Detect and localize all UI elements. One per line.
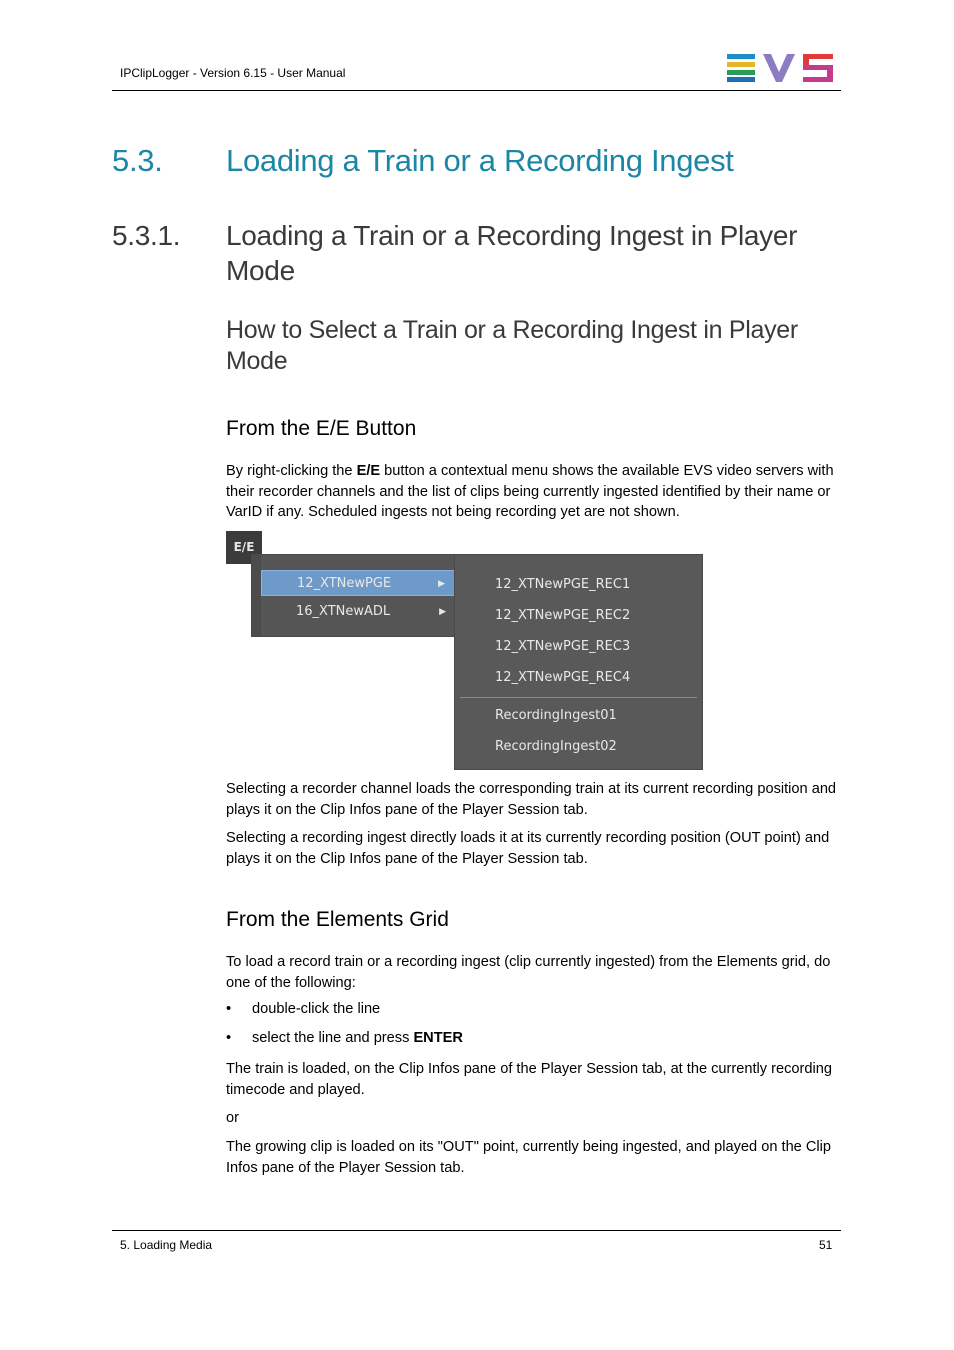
submenu-arrow-icon: ▶ [439, 607, 446, 617]
header-title: IPClipLogger - Version 6.15 - User Manual [120, 66, 346, 80]
menu-item-ingest[interactable]: RecordingIngest02 [495, 739, 617, 754]
grid-result-1: The train is loaded, on the Clip Infos pane of the Player Session tab, at the currently recording timecode and played. [226, 1061, 832, 1098]
ee-context-menu-screenshot [226, 531, 703, 769]
menu-item-ingest[interactable]: RecordingIngest01 [495, 708, 617, 723]
howto-title: How to Select a Train or a Recording Ingest in Player Mode [226, 316, 798, 375]
submenu-arrow-icon: ▶ [438, 579, 445, 589]
section-title: Loading a Train or a Recording Ingest [226, 143, 734, 178]
menu-item-channel[interactable]: 12_XTNewPGE_REC4 [495, 670, 631, 685]
ee-paragraph-2: Selecting a recorder channel loads the corresponding train at its current recording position and plays it on the Clip Infos pane of the Player Session tab. [226, 781, 837, 818]
list-item: • double-click the line [226, 1001, 381, 1017]
menu-item-channel[interactable]: 12_XTNewPGE_REC2 [495, 608, 631, 623]
menu-item-server[interactable]: 12_XTNewPGE ▶ [261, 570, 456, 596]
header-rule [112, 90, 841, 91]
menu-item-server[interactable]: 16_XTNewADL ▶ [261, 599, 456, 625]
list-item: • select the line and press ENTER [226, 1030, 463, 1046]
ee-heading: From the E/E Button [226, 417, 417, 440]
subsection-number: 5.3.1. [112, 220, 181, 251]
ee-paragraph-3: Selecting a recording ingest directly loads it at its currently recording position (OUT point) and plays it on the Clip Infos pane of the Player Session tab. [226, 830, 830, 867]
footer-rule [112, 1230, 841, 1231]
grid-result-2: The growing clip is loaded on its "OUT" point, currently being ingested, and played on the Clip Infos pane of the Player Session tab. [226, 1139, 831, 1176]
grid-intro: To load a record train or a recording ingest (clip currently ingested) from the Elements grid, do one of the following: [226, 954, 831, 991]
evs-logo [727, 54, 833, 82]
menu-separator [460, 697, 697, 698]
menu-item-channel[interactable]: 12_XTNewPGE_REC3 [495, 639, 631, 654]
menu-item-channel[interactable]: 12_XTNewPGE_REC1 [495, 577, 631, 592]
server-menu [251, 554, 458, 637]
grid-heading: From the Elements Grid [226, 908, 449, 931]
ee-bold: E/E [356, 463, 381, 479]
channel-submenu [454, 554, 703, 770]
grid-or: or [226, 1110, 239, 1126]
ee-button[interactable]: E/E [226, 531, 262, 564]
subsection-title: Loading a Train or a Recording Ingest in Player Mode [226, 220, 798, 286]
section-number: 5.3. [112, 143, 163, 178]
page-number: 51 [819, 1238, 833, 1252]
ee-paragraph-1: By right-clicking the E/E button a contextual menu shows the available EVS video servers with their recorder channels and the list of clips being currently ingested identified by their name or VarID if any. Scheduled ingests not being recording yet are not shown. [226, 463, 834, 520]
footer-chapter: 5. Loading Media [120, 1238, 213, 1252]
